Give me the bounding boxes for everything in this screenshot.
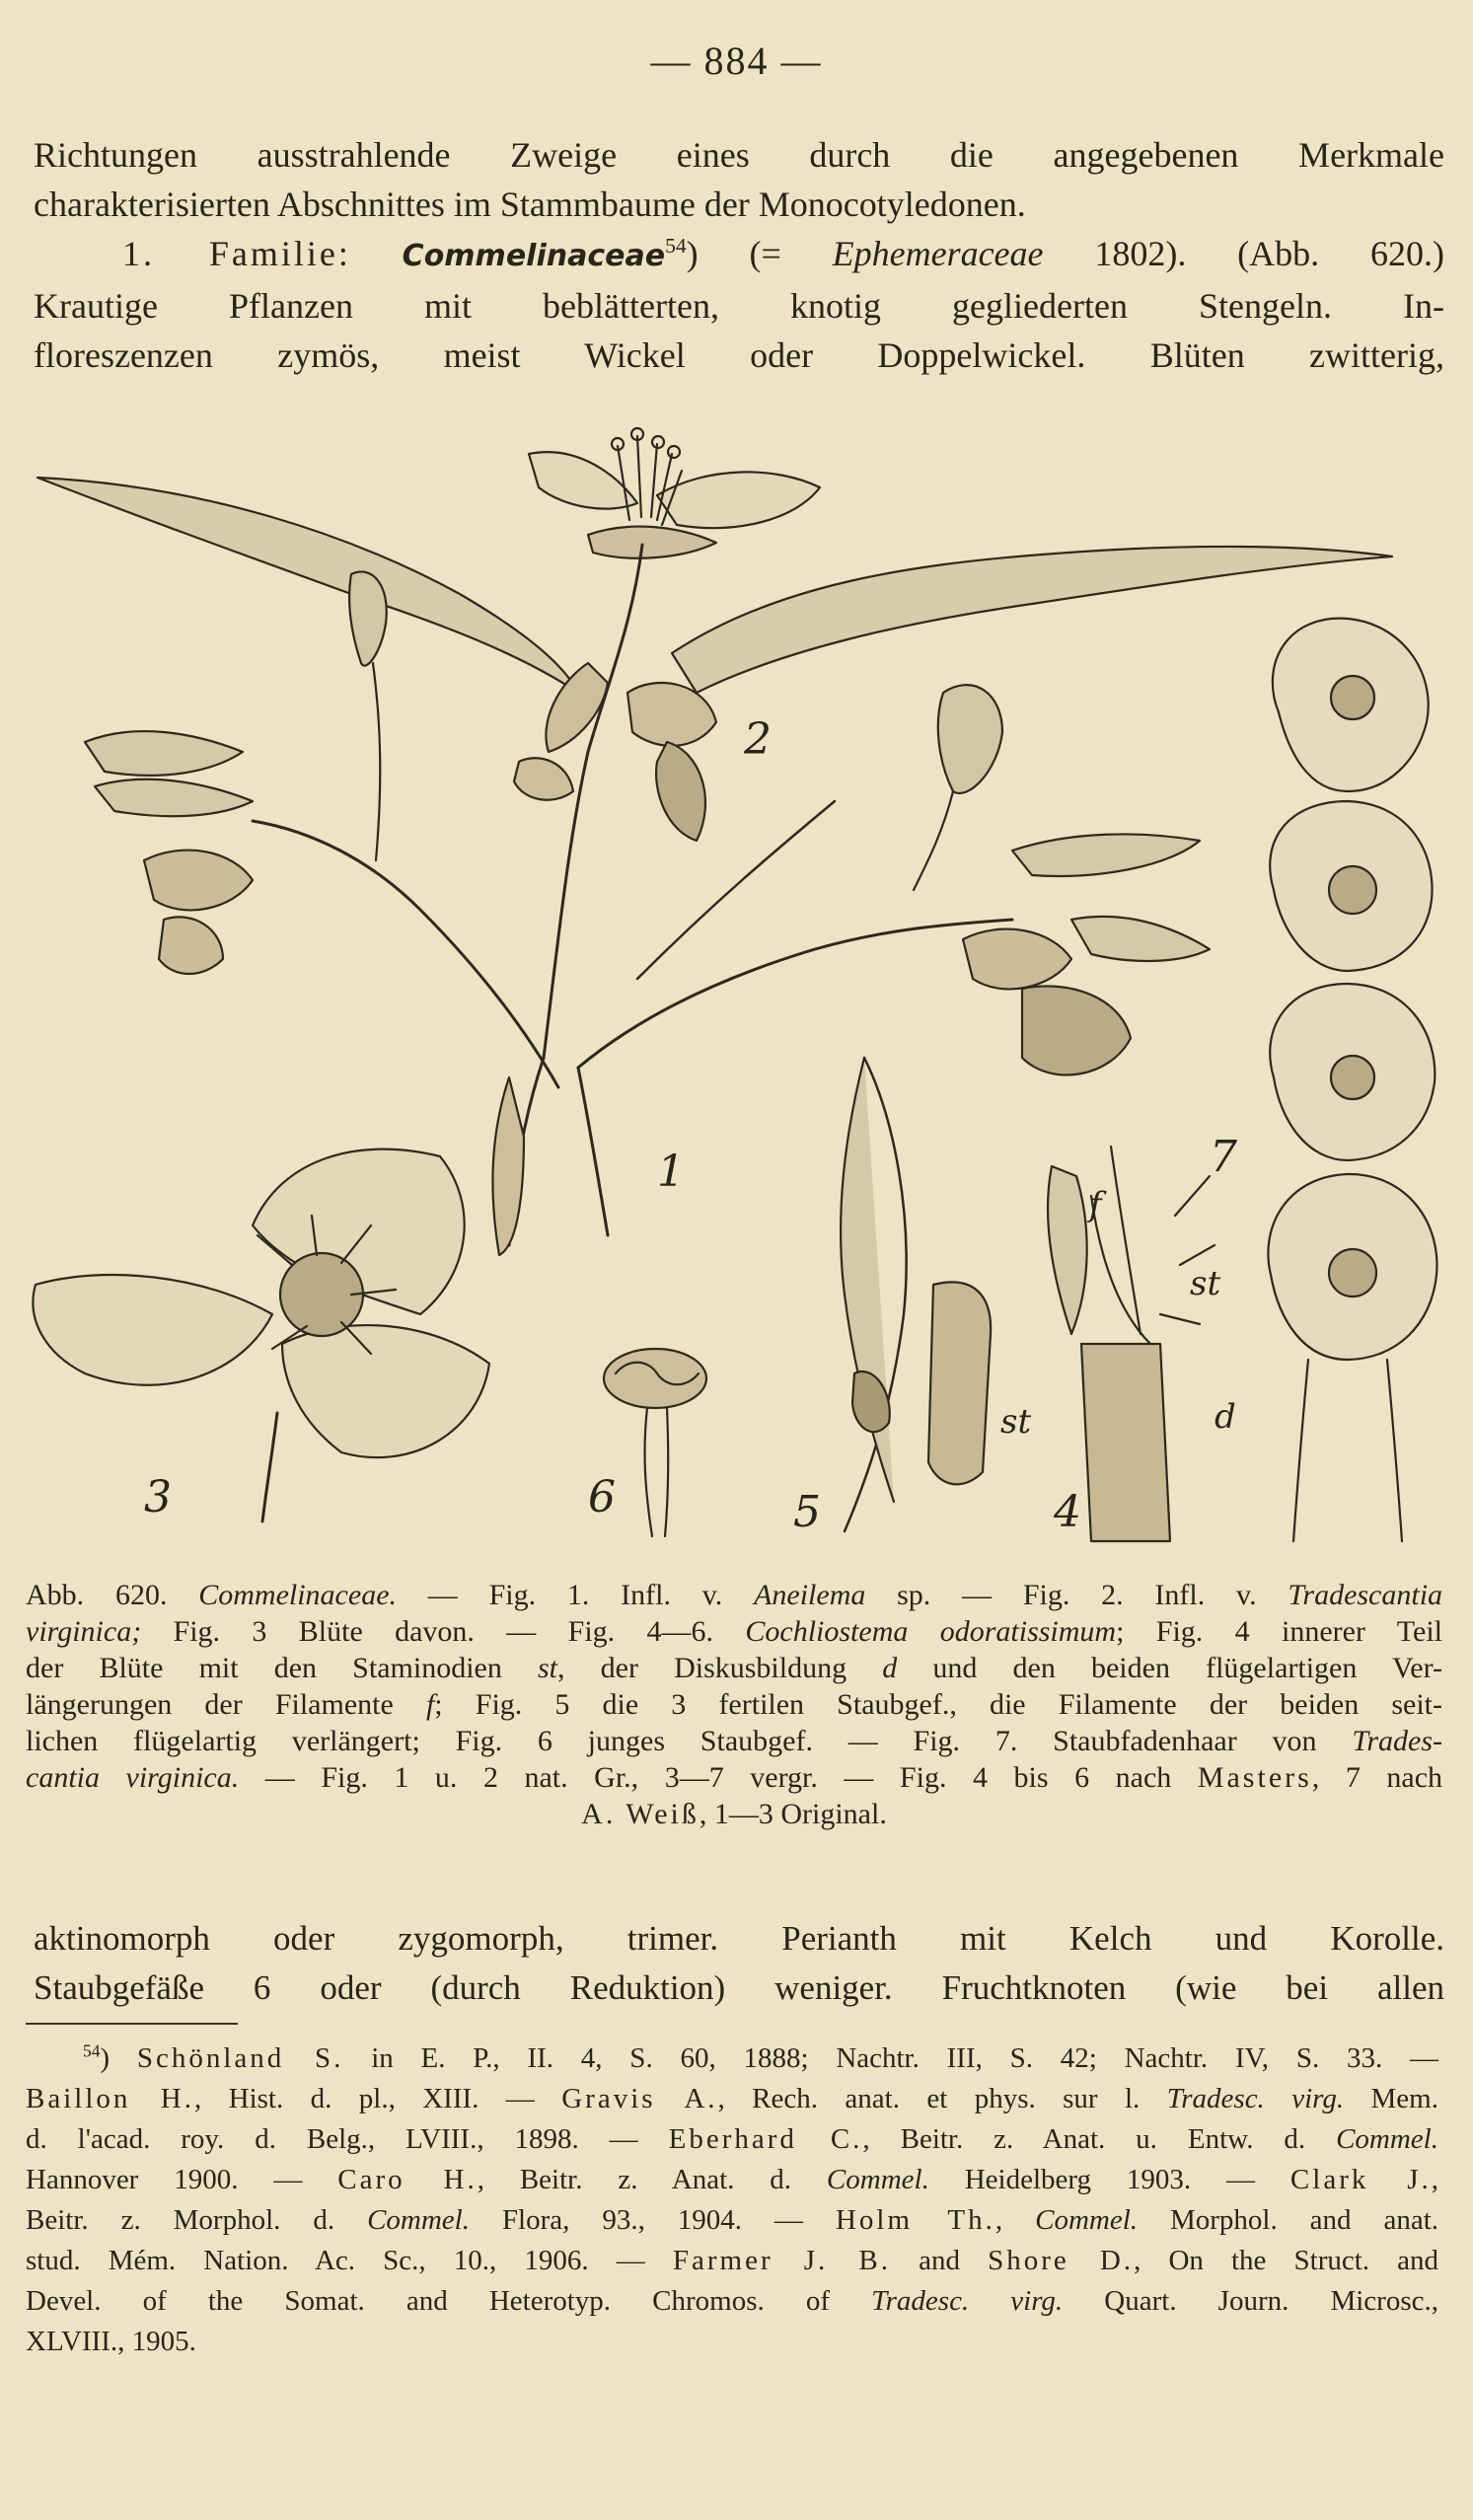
- young-stamen-fig6: [604, 1349, 706, 1536]
- label-st-right: st: [1190, 1264, 1221, 1303]
- footnote-text: , Beitr. z. Anat. d.: [477, 2164, 792, 2195]
- caption-species: Cochliostema odoratissimum: [745, 1615, 1117, 1648]
- caption-symbol: d: [882, 1652, 898, 1684]
- caption-text: Fig. 3 Blüte davon. — Fig. 4—6.: [141, 1615, 714, 1648]
- caption-text: , 7 nach: [1311, 1761, 1443, 1794]
- caption-text: sp. — Fig. 2. Infl. v.: [865, 1579, 1257, 1611]
- caption-genus: Tradescantia: [1288, 1579, 1443, 1611]
- synonym-rest: 1802). (Abb. 620.): [1094, 234, 1445, 273]
- footnote-line-6: [26, 2241, 1438, 2281]
- footnote-text: Hannover 1900. —: [26, 2164, 303, 2195]
- intro-line-2: charakterisierten Abschnittes im Stammbaume der Monocotyledonen.: [34, 185, 1026, 224]
- caption-line-3: [26, 1650, 1442, 1686]
- left-inflorescence: [85, 731, 558, 1087]
- footnote-text: Quart. Journ. Microsc.,: [1063, 2285, 1438, 2317]
- caption-line-6: [26, 1759, 1442, 1796]
- botanical-illustration: [26, 426, 1451, 1561]
- footnote-line-3: [26, 2119, 1438, 2160]
- caption-symbol: f: [425, 1688, 435, 1721]
- intro-line-5: floreszenzen zymös, meist Wickel oder Doppelwickel. Blüten zwitterig,: [34, 335, 1444, 375]
- caption-fig-number: Abb. 620.: [26, 1579, 168, 1611]
- caption-text: ; Fig. 5 die 3 fertilen Staubgef., die Filamente der beiden seit-: [434, 1688, 1443, 1721]
- label-4: 4: [1054, 1487, 1081, 1537]
- central-stem: [544, 545, 642, 1058]
- footnote-author: Caro H.: [337, 2164, 478, 2195]
- footnote-species: Commel.: [1336, 2123, 1438, 2155]
- caption-genus: Aneilema: [754, 1579, 866, 1611]
- label-6: 6: [588, 1472, 616, 1522]
- footnote-text: ): [100, 2042, 137, 2074]
- footnote-line-5: [26, 2200, 1438, 2241]
- caption-text: ; Fig. 4 innerer Teil: [1116, 1615, 1442, 1648]
- footnote-text: Morphol. and anat.: [1138, 2204, 1439, 2236]
- caption-text: längerungen der Filamente: [26, 1688, 394, 1721]
- caption-text: , der Diskusbildung: [557, 1652, 847, 1684]
- footnote-text: in E. P., II. 4, S. 60, 1888; Nachtr. III, S. 42; Nachtr. IV, S. 33. —: [343, 2042, 1438, 2074]
- caption-line-7: [26, 1796, 1442, 1832]
- label-1: 1: [657, 1147, 685, 1197]
- footnote-text: , On the Struct. and: [1134, 2245, 1439, 2276]
- label-2: 2: [744, 714, 772, 765]
- continuation-line-1: aktinomorph oder zygomorph, trimer. Perianth mit Kelch und Korolle.: [34, 1919, 1444, 1958]
- caption-line-2: [26, 1613, 1442, 1650]
- caption-line-4: [26, 1686, 1442, 1723]
- synonym-open: ) (=: [686, 234, 781, 273]
- family-heading: [34, 229, 1444, 281]
- footnote-author: Clark J.: [1289, 2164, 1432, 2195]
- label-5: 5: [793, 1487, 821, 1537]
- family-prefix: 1. Familie:: [122, 234, 351, 273]
- caption-author: Masters: [1197, 1761, 1312, 1794]
- footnote-divider: [26, 2023, 238, 2025]
- caption-text: lichen flügelartig verlängert; Fig. 6 junges Staubgef. — Fig. 7. Staubfadenhaar von: [26, 1725, 1317, 1757]
- footnote-author: Gravis A.: [561, 2083, 718, 2114]
- figure-caption: [26, 1577, 1442, 1832]
- footnote-line-4: [26, 2160, 1438, 2200]
- footnote-number: 54: [83, 2040, 101, 2061]
- label-d: d: [1215, 1397, 1236, 1437]
- caption-text: , 1—3 Original.: [699, 1798, 887, 1830]
- footnote-text: , Beitr. z. Anat. u. Entw. d.: [862, 2123, 1306, 2155]
- footnote-text: Devel. of the Somat. and Heterotyp. Chromos. of: [26, 2285, 830, 2317]
- footnote-author: Farmer J. B.: [672, 2245, 891, 2276]
- caption-family: Commelinaceae.: [198, 1579, 398, 1611]
- footnote-species: Commel.: [826, 2164, 929, 2195]
- caption-author: A. Weiß: [581, 1798, 700, 1830]
- caption-line-1: [26, 1577, 1442, 1613]
- caption-text: — Fig. 1. Infl. v.: [397, 1579, 723, 1611]
- footnote-text: Flora, 93., 1904. —: [469, 2204, 803, 2236]
- footnote-line-8: XLVIII., 1905.: [26, 2326, 196, 2357]
- caption-text: — Fig. 1 u. 2 nat. Gr., 3—7 vergr. — Fig. 4 bis 6 nach: [239, 1761, 1172, 1794]
- caption-species: Trades-: [1352, 1725, 1443, 1757]
- fertile-stamens-fig5: [841, 1058, 991, 1531]
- continuation-line-2: Staubgefäße 6 oder (durch Reduktion) weniger. Fruchtknoten (wie bei allen: [34, 1968, 1444, 2007]
- top-flower: [529, 428, 820, 558]
- inner-flower-fig4: [1048, 1147, 1215, 1541]
- footnote-author: Shore D.: [988, 2245, 1135, 2276]
- continuation-text: [34, 1914, 1444, 2013]
- caption-line-5: [26, 1723, 1442, 1759]
- footnote-author: Baillon H.: [26, 2083, 194, 2114]
- footnote-text: d. l'acad. roy. d. Belg., LVIII., 1898. —: [26, 2123, 638, 2155]
- footnote-species: Commel.: [367, 2204, 470, 2236]
- label-f: f: [1089, 1185, 1102, 1224]
- page-number: — 884 —: [650, 38, 823, 83]
- footnotes: [26, 2038, 1438, 2362]
- footnote-line-7: [26, 2281, 1438, 2322]
- label-3: 3: [144, 1472, 172, 1522]
- open-flower-fig3: [33, 1149, 489, 1521]
- family-synonym: Ephemeraceae: [832, 234, 1044, 273]
- footnote-species: Tradesc. virg.: [871, 2285, 1064, 2317]
- label-st-left: st: [1000, 1402, 1032, 1442]
- footnote-line-2: [26, 2079, 1438, 2119]
- right-inflorescence: [578, 834, 1210, 1075]
- footnote-text: and: [890, 2245, 960, 2276]
- footnote-line-1: [26, 2038, 1438, 2079]
- label-7: 7: [1210, 1132, 1237, 1182]
- footnote-text: , Hist. d. pl., XIII. —: [193, 2083, 535, 2114]
- caption-text: und den beiden flügelartigen Ver-: [897, 1652, 1442, 1684]
- caption-species: cantia virginica.: [26, 1761, 240, 1794]
- footnote-text: ,: [1431, 2164, 1439, 2195]
- footnote-text: Beitr. z. Morphol. d.: [26, 2204, 335, 2236]
- footnote-species: Tradesc. virg.: [1166, 2083, 1345, 2114]
- footnote-species: Commel.: [1035, 2204, 1139, 2236]
- intro-line-1: Richtungen ausstrahlende Zweige eines durch die angegebenen Merkmale: [34, 135, 1444, 175]
- footnote-text: ,: [994, 2204, 1003, 2236]
- caption-text: der Blüte mit den Staminodien: [26, 1652, 502, 1684]
- footnote-text: Mem.: [1344, 2083, 1438, 2114]
- left-leaf: [37, 478, 578, 693]
- family-name: Commelinaceae: [402, 239, 666, 273]
- footnote-text: stud. Mém. Nation. Ac. Sc., 10., 1906. —: [26, 2245, 645, 2276]
- caption-symbol: st: [537, 1652, 557, 1684]
- footnote-author: Schönland S.: [136, 2042, 344, 2074]
- intro-line-4: Krautige Pflanzen mit beblätterten, knotig gegliederten Stengeln. In-: [34, 286, 1444, 326]
- staminal-hair-fig7: [1268, 619, 1436, 1541]
- footnote-ref: 54: [665, 234, 687, 258]
- caption-species: virginica;: [26, 1615, 142, 1648]
- footnote-text: Heidelberg 1903. —: [928, 2164, 1256, 2195]
- footnote-author: Holm Th.: [835, 2204, 995, 2236]
- intro-text: [34, 130, 1444, 380]
- footnote-text: , Rech. anat. et phys. sur l.: [717, 2083, 1141, 2114]
- footnote-author: Eberhard C.: [668, 2123, 863, 2155]
